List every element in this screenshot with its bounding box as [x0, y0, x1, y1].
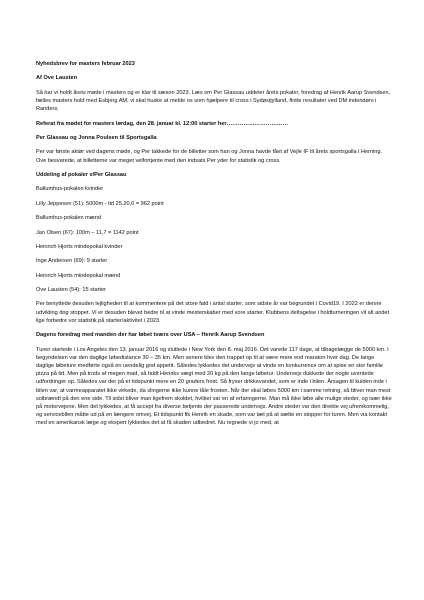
award-winner: Jan Olsen (67): 100m – 11,7 = 1142 point [36, 229, 139, 236]
award-winner: Ove Lausten (54): 15 starter [36, 287, 106, 294]
award-category: Heinrich Hjorts mindepokal kvinder [36, 243, 123, 250]
newsletter-body [36, 60, 392, 428]
pokaler-heading: Uddeling af pokaler v/Per Glassau [36, 171, 127, 178]
pokaler-paragraph: Per benyttede desuden lejligheden til at kommentere på det store fald i antal starter, som sidste år var begrundet i Covid19. I 2022 er denne udvikling dog stoppet. Vi er desuden blevet bedre til at vinde mesterskaber med vore starter. Klubbens deltagelse i holdturneringen vil alt andet lige forbedre vor statistik på starter/aktivitet i 2023. [36, 301, 390, 324]
foredrag-paragraph: Turen startede i Los Angeles den 13. januar 2016 og sluttede i New York den 8. maj 2016. Det varede 117 dage, at tilbagelægge de 5000 km. I begyndelsen var den daglige løbedistance 30 – 35 km. Men senere blev den trappet op til at være mere end maraton hver dag. De lange daglige løbeture medførte også en uendelig god appetit. Således lykkedes det undervejs at vinde en konkurrence om at spise en stor familie pizza på tid. Men på trods af megen mad, så faldt Henriks vægt med 20 kg på den lange løbetur. Undervejs dukkede der nogle uventede udfordringer op. Således var der på et tidspunkt mere en 20 graders frost. Så fryser drikkevandet, som er inde i bilen. Årsagen til kulden inde i bilen var, at varmeapparatet ikke virkede, da slingerne ikke kunne tåle frosten. Når der skal løbes 5000 km i samme retning, så bliver man mest solbrændt på den ene side. Til sidst bliver man ligefrem skoldet, hvilket var en af erfaringerne. Man må ikke løbe alle mulige steder, og især ikke på motorvejene. Men det lykkedes, at få accept fra diverse betjente der passerede undervejs. Andre steder var den direkte vej ufremkommelig, og servicebilen måtte ud på en længere omvej. Et tidspunkt fik Henrik en skade, som var tæt på at sætte en stopper for turen. Men via kontakt med en amerikansk læge og ekspert lykkedes det at få skaden udbedret. Nu regnede vi jo med, at [36, 346, 392, 427]
byline: Af Ove Lausten [36, 75, 78, 82]
intro-paragraph: Så har vi holdt årets møde i masters og er klar til sæson 2023. Læs om Per Glassau uddeler årets pokaler, foredrag af Henrik Aarup Svendsen, fælles masters hold med Esbjerg AM, vi skal huske at melde os som hjælpere til cross i Sydøstjylland, flotte resultater ved DM indendørs i Randers, [36, 89, 391, 113]
award-category: Ballumhus-pokalen kvinder [36, 186, 104, 193]
sportsgalla-heading: Per Glassau og Jonna Poulsen til Sportsgalla [36, 134, 157, 141]
award-category: Heinrich Hjorts mindepokal mænd [36, 272, 121, 279]
sportsgalla-paragraph: Per var første aktør ved dagens møde, og Per takkede for de billetter som han og Jonna havde fået af Vejle IF til årets sportsgalla i Herning. Ove besvarede, at billetterne var meget velfortjente med den indsats Per yder for statistik og cross. [36, 149, 383, 164]
foredrag-heading: Dagens foredrag med manden der har løbet tværs over USA – Henrik Aarup Svendsen [36, 332, 265, 339]
award-winner: Inge Andersen (69): 9 starter [36, 258, 108, 265]
referat-heading: Referat fra mødet for masters lørdag, den 28. januar kl. 12:00 starter her…………………………… [36, 120, 289, 127]
award-winner: Lilly Jeppesen (51): 5000m - tid 25.20,6 = 962 point [36, 200, 164, 207]
newsletter-title: Nyhedsbrev for masters februar 2023 [36, 61, 135, 67]
award-category: Ballumhus-pokalen mænd [36, 215, 101, 222]
